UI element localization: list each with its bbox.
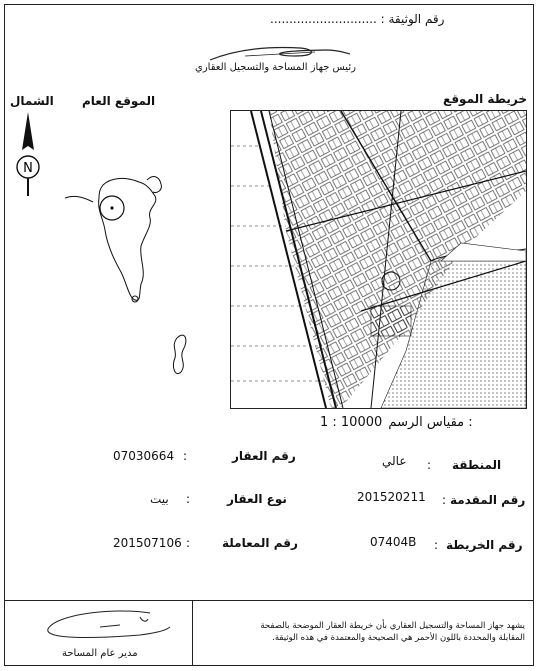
- region-value: عالي: [382, 454, 407, 468]
- director-title: مدير عام المساحة: [62, 648, 138, 659]
- transaction-no-value: 201507106: [113, 536, 182, 550]
- property-no-value: 07030664: [113, 449, 175, 463]
- site-map-title: خريطة الموقع: [443, 92, 528, 106]
- notice-line-1: يشهد جهاز المساحة والتسجيل العقاري بأن خريطة العقار الموضحة بالصفحة: [260, 621, 525, 631]
- property-type-label: نوع العقار: [227, 492, 287, 506]
- property-no-label: رقم العقار: [232, 449, 296, 463]
- bahrain-outline-map: [55, 160, 215, 390]
- director-signature: [30, 605, 180, 647]
- signature: [205, 42, 355, 64]
- region-sep: :: [427, 458, 432, 472]
- certification-notice: [205, 620, 525, 644]
- transaction-no-label: رقم المعاملة: [222, 536, 298, 550]
- property-type-value: بيت: [150, 492, 169, 506]
- site-map-drawing: [231, 111, 526, 408]
- footer-divider: [4, 600, 534, 601]
- site-map: [230, 110, 527, 409]
- map-no-value: 07404B: [370, 535, 417, 549]
- application-no-sep: :: [442, 493, 447, 507]
- transaction-no-sep: :: [186, 536, 191, 550]
- map-no-sep: :: [434, 538, 439, 552]
- signatory-title: رئيس جهاز المساحة والتسجيل العقاري: [195, 62, 356, 73]
- map-no-label: رقم الخريطة: [446, 538, 523, 552]
- north-label: الشمال: [10, 94, 54, 108]
- scale-value: 1 : 10000: [320, 415, 383, 430]
- notice-line-2: المقابلة والمحددة باللون الأحمر هي الصحيحة والمعتمدة في هذه الوثيقة.: [272, 633, 525, 643]
- property-no-sep: :: [183, 449, 188, 463]
- document-number: رقم الوثيقة : ............................: [270, 12, 445, 26]
- north-arrow-icon: [16, 112, 40, 198]
- application-no-value: 201520211: [357, 490, 426, 504]
- scale-label: مقياس الرسم :: [388, 415, 473, 430]
- general-location-title: الموقع العام: [82, 94, 156, 108]
- region-label: المنطقة: [452, 458, 502, 472]
- application-no-label: رقم المقدمة: [450, 493, 526, 507]
- north-letter: N: [23, 161, 33, 176]
- property-type-sep: :: [186, 492, 191, 506]
- footer-column-divider: [192, 600, 193, 666]
- scale: [320, 415, 473, 430]
